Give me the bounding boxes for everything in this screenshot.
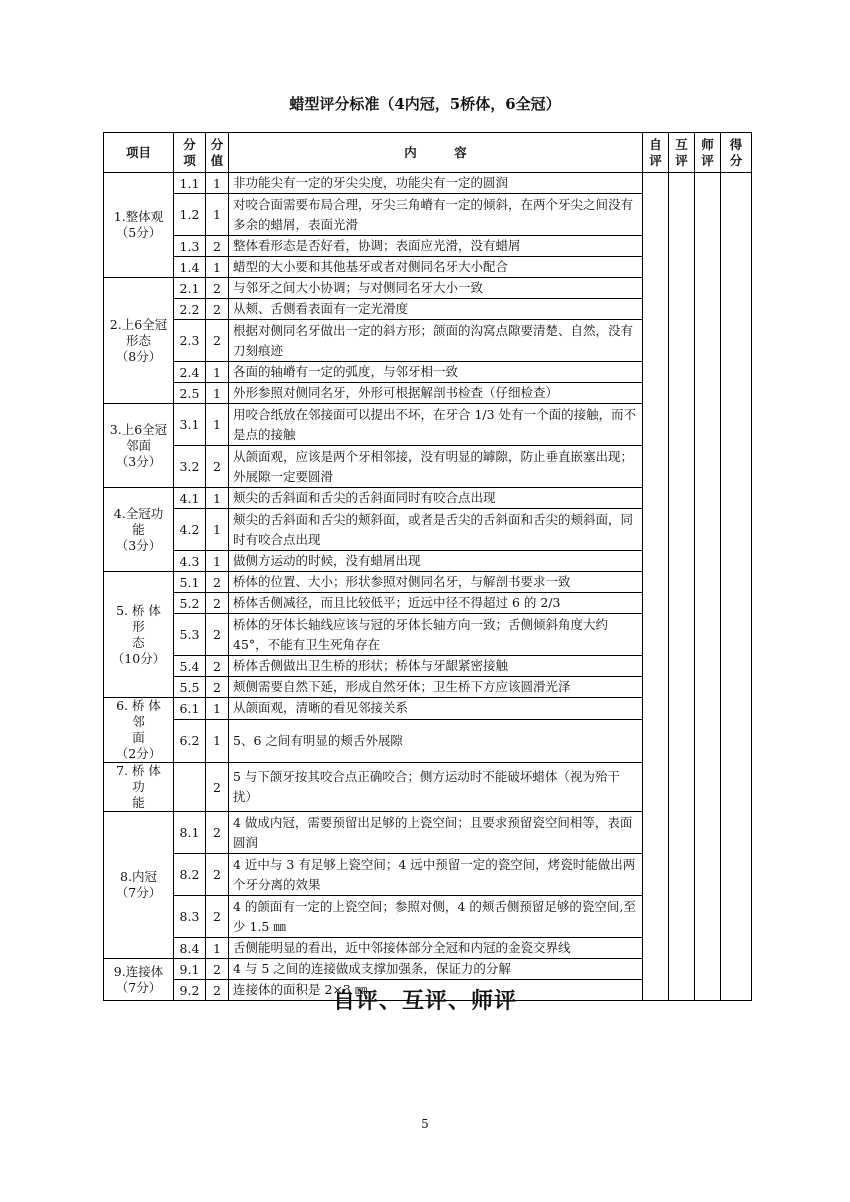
page-title: 蜡型评分标准（4内冠，5桥体，6全冠）	[289, 95, 561, 113]
item-label: 1.整体观 （5分）	[104, 173, 174, 278]
sub-item-content: 颊侧需要自然下延，形成自然牙体；卫生桥下方应该圆滑光泽	[229, 677, 643, 698]
sub-item-content: 外形参照对侧同名牙，外形可根据解剖书检查（仔细检查）	[229, 383, 643, 404]
sub-item-index: 4.3	[174, 551, 206, 572]
sub-item-value: 1	[206, 404, 229, 446]
sub-item-index: 9.2	[174, 980, 206, 1001]
item-label: 2.上6全冠 形态 （8分）	[104, 278, 174, 404]
sub-item-value: 1	[206, 488, 229, 509]
sub-item-content: 4 做成内冠，需要预留出足够的上瓷空间；且要求预留瓷空间相等，表面圆润	[229, 812, 643, 854]
sub-item-content: 连接体的面积是 2×3 ㎜	[229, 980, 643, 1001]
header-row	[104, 133, 752, 173]
sub-item-content: 5、6 之间有明显的颊舌外展隙	[229, 719, 643, 762]
sub-item-content: 桥体的牙体长轴线应该与冠的牙体长轴方向一致；舌侧倾斜角度大约 45°，不能有卫生死角存在	[229, 614, 643, 656]
sub-item-index: 5.2	[174, 593, 206, 614]
sub-item-index: 5.5	[174, 677, 206, 698]
sub-item-content: 整体看形态是否好看，协调；表面应光滑，没有蜡屑	[229, 236, 643, 257]
sub-item-content: 从颊、舌侧看表面有一定光滑度	[229, 299, 643, 320]
sub-item-content: 与邻牙之间大小协调；与对侧同名牙大小一致	[229, 278, 643, 299]
header-score: 得 分	[721, 133, 752, 173]
sub-item-content: 非功能尖有一定的牙尖尖度，功能尖有一定的圆润	[229, 173, 643, 194]
sub-item-content: 颊尖的舌斜面和舌尖的颊斜面，或者是舌尖的舌斜面和舌尖的颊斜面，同时有咬合点出现	[229, 509, 643, 551]
teacher-score-cell[interactable]	[695, 173, 721, 1001]
final-score-cell[interactable]	[721, 173, 752, 1001]
item-label: 9.连接体 （7分）	[104, 959, 174, 1001]
sub-item-value: 2	[206, 593, 229, 614]
peer-score-cell[interactable]	[669, 173, 695, 1001]
sub-item-value: 2	[206, 896, 229, 938]
sub-item-content: 用咬合纸放在邻接面可以提出不坏，在牙合 1/3 处有一个面的接触，而不是点的接触	[229, 404, 643, 446]
sub-item-index: 4.1	[174, 488, 206, 509]
sub-item-content: 做侧方运动的时候，没有蜡屑出现	[229, 551, 643, 572]
item-label: 4.全冠功 能 （3分）	[104, 488, 174, 572]
item-label: 6. 桥 体 邻 面 （2分）	[104, 698, 174, 763]
sub-item-value: 2	[206, 959, 229, 980]
sub-item-content: 桥体舌侧减径，而且比较低平；近远中径不得超过 6 的 2/3	[229, 593, 643, 614]
sub-item-value: 2	[206, 980, 229, 1001]
item-label: 8.内冠 （7分）	[104, 812, 174, 959]
sub-item-index: 1.1	[174, 173, 206, 194]
sub-item-content: 从颌面观，清晰的看见邻接关系	[229, 698, 643, 720]
sub-item-value: 1	[206, 383, 229, 404]
sub-item-value: 1	[206, 698, 229, 720]
header-idx: 分 项	[174, 133, 206, 173]
sub-item-content: 颊尖的舌斜面和舌尖的舌斜面同时有咬合点出现	[229, 488, 643, 509]
sub-item-index: 8.1	[174, 812, 206, 854]
sub-item-content: 4 的颌面有一定的上瓷空间；参照对侧，4 的颊舌侧预留足够的瓷空间,至少 1.5 ㎜	[229, 896, 643, 938]
sub-item-index: 6.1	[174, 698, 206, 720]
sub-item-index: 1.4	[174, 257, 206, 278]
sub-item-value: 2	[206, 278, 229, 299]
header-peer: 互 评	[669, 133, 695, 173]
sub-item-index: 3.2	[174, 446, 206, 488]
sub-item-value: 2	[206, 320, 229, 362]
sub-item-value: 2	[206, 299, 229, 320]
sub-item-content: 根据对侧同名牙做出一定的斜方形；颌面的沟窝点隙要清楚、自然，没有刀刻痕迹	[229, 320, 643, 362]
sub-item-index	[174, 763, 206, 812]
sub-item-index: 6.2	[174, 719, 206, 762]
sub-item-value: 1	[206, 173, 229, 194]
header-teacher: 师 评	[695, 133, 721, 173]
sub-item-index: 1.3	[174, 236, 206, 257]
self-score-cell[interactable]	[643, 173, 669, 1001]
sub-item-index: 5.4	[174, 656, 206, 677]
sub-item-content: 桥体舌侧做出卫生桥的形状；桥体与牙龈紧密接触	[229, 656, 643, 677]
item-label: 5. 桥 体 形 态 （10分）	[104, 572, 174, 698]
item-label: 7. 桥 体 功 能	[104, 763, 174, 812]
sub-item-value: 1	[206, 257, 229, 278]
scoring-table	[103, 132, 752, 1001]
sub-item-value: 2	[206, 656, 229, 677]
sub-item-value: 1	[206, 719, 229, 762]
sub-item-value: 2	[206, 236, 229, 257]
header-item: 项目	[104, 133, 174, 173]
table-row	[104, 173, 752, 194]
sub-item-index: 5.3	[174, 614, 206, 656]
sub-item-index: 2.2	[174, 299, 206, 320]
sub-item-content: 5 与下颌牙按其咬合点正确咬合；侧方运动时不能破坏蜡体（视为殆干扰）	[229, 763, 643, 812]
sub-item-value: 2	[206, 614, 229, 656]
sub-item-content: 4 近中与 3 有足够上瓷空间；4 远中预留一定的瓷空间，烤瓷时能做出两个牙分离的效果	[229, 854, 643, 896]
table-body	[104, 173, 752, 1001]
header-content: 内 容	[229, 133, 643, 173]
sub-item-index: 8.3	[174, 896, 206, 938]
sub-item-value: 1	[206, 938, 229, 959]
sub-item-value: 2	[206, 572, 229, 593]
sub-item-index: 1.2	[174, 194, 206, 236]
sub-item-content: 桥体的位置、大小；形状参照对侧同名牙，与解剖书要求一致	[229, 572, 643, 593]
sub-item-value: 1	[206, 362, 229, 383]
sub-item-index: 5.1	[174, 572, 206, 593]
sub-item-value: 2	[206, 763, 229, 812]
sub-item-value: 2	[206, 677, 229, 698]
evaluation-subtitle: 自评、互评、师评	[332, 988, 517, 1014]
sub-item-value: 2	[206, 812, 229, 854]
sub-item-value: 1	[206, 194, 229, 236]
sub-item-content: 4 与 5 之间的连接做成支撑加强条，保证力的分解	[229, 959, 643, 980]
sub-item-content: 从颌面观，应该是两个牙相邻接，没有明显的罅隙，防止垂直嵌塞出现；外展隙一定要圆滑	[229, 446, 643, 488]
sub-item-index: 3.1	[174, 404, 206, 446]
sub-item-index: 2.1	[174, 278, 206, 299]
sub-item-index: 4.2	[174, 509, 206, 551]
sub-item-index: 2.3	[174, 320, 206, 362]
sub-item-content: 舌侧能明显的看出，近中邻接体部分全冠和内冠的金瓷交界线	[229, 938, 643, 959]
sub-item-value: 1	[206, 551, 229, 572]
sub-item-index: 8.4	[174, 938, 206, 959]
sub-item-value: 1	[206, 509, 229, 551]
sub-item-content: 蜡型的大小要和其他基牙或者对侧同名牙大小配合	[229, 257, 643, 278]
sub-item-index: 8.2	[174, 854, 206, 896]
sub-item-index: 9.1	[174, 959, 206, 980]
sub-item-index: 2.4	[174, 362, 206, 383]
sub-item-content: 对咬合面需要布局合理，牙尖三角嵴有一定的倾斜，在两个牙尖之间没有多余的蜡屑，表面光滑	[229, 194, 643, 236]
sub-item-content: 各面的轴嵴有一定的弧度，与邻牙相一致	[229, 362, 643, 383]
page-number: 5	[421, 1117, 429, 1131]
sub-item-value: 2	[206, 446, 229, 488]
sub-item-value: 2	[206, 854, 229, 896]
header-val: 分 值	[206, 133, 229, 173]
item-label: 3.上6全冠 邻面 （3分）	[104, 404, 174, 488]
header-self: 自 评	[643, 133, 669, 173]
sub-item-index: 2.5	[174, 383, 206, 404]
